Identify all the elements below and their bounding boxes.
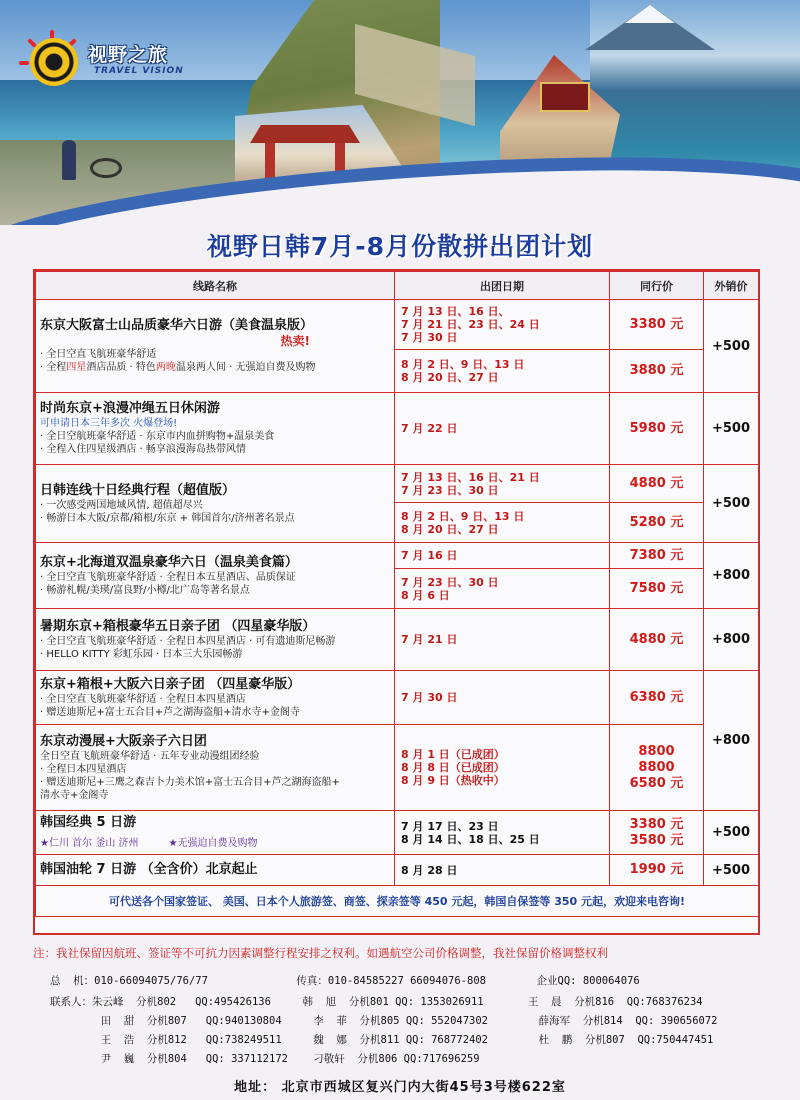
date-line: 8 月 20 日、27 日 [401, 371, 499, 384]
contact-line: 王 浩 分机812 QQ:738249511 魏 娜 分机811 QQ: 768772402 杜 鹏 分机807 QQ:750447451 [50, 1034, 714, 1046]
price-cell: 4880 元 [610, 465, 704, 503]
price-cell: 7580 元 [610, 569, 704, 609]
route-name: 东京+箱根+大阪六日亲子团 （四星豪华版） [40, 676, 301, 692]
route-note: 全日空直飞航班豪华舒适 · 五年专业动漫组团经验 [40, 750, 260, 762]
highlight-text: ★仁川 首尔 釜山 济州 [40, 838, 139, 849]
price-cell [610, 811, 704, 855]
route-name: 韩国经典 5 日游 [40, 815, 137, 830]
date-cell: 7 月 21 日 [395, 609, 610, 671]
date-line: 7 月 13 日、16 日、21 日 [401, 470, 540, 484]
date-cell: 7 月 30 日 [395, 671, 610, 725]
price-line: 6580 元 [629, 775, 684, 791]
date-line: 8 月 2 日、9 日、13 日 [401, 509, 525, 523]
route-name: 东京大阪富士山品质豪华六日游（美食温泉版） [40, 318, 314, 333]
table-row [36, 609, 759, 671]
visa-service-note: 可代送各个国家签证、 美国、日本个人旅游签、商签、探亲签等 450 元起，韩国自保签等 350 元起，欢迎来电咨询! [36, 886, 759, 917]
table-header-row [36, 272, 759, 300]
retail-cell: +800 [704, 671, 759, 811]
route-name: 东京动漫展+大阪亲子六日团 [40, 733, 207, 749]
table-row [36, 811, 759, 855]
route-note: · 全程入住四星级酒店 · 畅享浪漫海岛热带风情 [40, 444, 246, 455]
gate-roof [250, 125, 360, 143]
route-name: 韩国油轮 7 日游 （全含价）北京起止 [40, 862, 258, 877]
retail-cell: +500 [704, 811, 759, 855]
route-cell [36, 725, 395, 811]
route-cell [36, 855, 395, 886]
route-cell [36, 671, 395, 725]
contact-line: 联系人：朱云峰 分机802 QQ:495426136 韩 旭 分机801 QQ: 1353026911 王 晨 分机816 QQ:768376234 [50, 996, 703, 1008]
highlight-text: ★无强迫自费及购物 [168, 838, 258, 849]
header-retail-price: 外销价 [704, 272, 759, 300]
date-cell: 8 月 28 日 [395, 855, 610, 886]
price-cell: 7380 元 [610, 543, 704, 569]
price-cell: 4880 元 [610, 609, 704, 671]
contact-line-main: 总 机：010-66094075/76/77 传真：010-84585227 66094076-808 企业QQ: 800064076 [50, 975, 640, 987]
route-note [40, 361, 390, 374]
note-text: 酒店品质 · 特色 [86, 362, 156, 373]
contact-line: 尹 巍 分机804 QQ: 337112172 刁敬轩 分机806 QQ:717696259 [50, 1053, 480, 1065]
brand-name-en: TRAVEL VISION [94, 66, 184, 76]
bicycle [90, 158, 122, 178]
table-row [36, 671, 759, 725]
table-row [36, 393, 759, 465]
logo-ray [19, 61, 29, 65]
route-cell [36, 543, 395, 609]
price-cell [610, 725, 704, 811]
route-note: · HELLO KITTY 彩虹乐园 · 日本三大乐园畅游 [40, 648, 243, 660]
date-cell [395, 725, 610, 811]
route-note: 清水寺+金阁寺 [40, 789, 109, 801]
date-line: 8 月 20 日、27 日 [401, 522, 499, 536]
route-cell [36, 609, 395, 671]
route-note: · 全日空航班豪华舒适 · 东京市内血拼购物+温泉美食 [40, 431, 275, 442]
route-note: · 全日空直飞航班豪华舒适 · 全程日本四星酒店 · 可有遗迪斯尼畅游 [40, 635, 336, 647]
route-cell [36, 393, 395, 465]
date-cell [395, 350, 610, 393]
date-line: 8 月 6 日 [401, 588, 450, 602]
price-line: 8800 [638, 759, 675, 775]
retail-cell: +800 [704, 543, 759, 609]
page-title: 视野日韩7月-8月份散拼出团计划 [206, 232, 594, 261]
date-line: 7 月 13 日、16 日、 [401, 305, 510, 318]
retail-cell: +500 [704, 300, 759, 393]
route-highlight [40, 831, 390, 850]
price-cell: 5280 元 [610, 503, 704, 543]
price-line: 3380 元 [629, 816, 684, 832]
price-cell: 6380 元 [610, 671, 704, 725]
date-line: 7 月 23 日、30 日 [401, 483, 499, 497]
route-note: · 畅游日本大阪/京都/箱根/东京 + 韩国首尔/济州著名景点 [40, 512, 295, 524]
route-cell [36, 300, 395, 393]
header-dates: 出团日期 [395, 272, 610, 300]
retail-cell: +500 [704, 393, 759, 465]
price-cell: 3880 元 [610, 350, 704, 393]
note-highlight: 两晚 [155, 362, 176, 373]
date-line: 8 月 8 日（已成团） [401, 761, 505, 774]
route-cell [36, 465, 395, 543]
office-address: 地址： 北京市西城区复兴门内大街45号3号楼622室 [234, 1080, 566, 1095]
street-sign [540, 82, 590, 112]
price-line: 3580 元 [629, 832, 684, 848]
date-cell [395, 300, 610, 350]
table-row [36, 465, 759, 503]
price-line: 8800 [638, 743, 675, 759]
date-cell [395, 503, 610, 543]
date-cell [395, 569, 610, 609]
brand-name-cn: 视野之旅 [88, 44, 169, 66]
date-line: 8 月 1 日（已成团） [401, 748, 505, 761]
price-cell: 5980 元 [610, 393, 704, 465]
brand-logo [22, 30, 222, 90]
date-line: 8 月 2 日、9 日、13 日 [401, 358, 525, 371]
route-name: 暑期东京+箱根豪华五日亲子团 （四星豪华版） [40, 618, 316, 634]
hot-badge: 热卖! [280, 334, 310, 348]
route-highlight: 可申请日本三年多次 火爆登场! [40, 418, 178, 429]
retail-cell: +500 [704, 465, 759, 543]
date-line: 7 月 30 日 [401, 331, 458, 344]
route-note: · 赠送迪斯尼+三鹰之森吉卜力美术馆+富士五合目+芦之湖海盗船+ [40, 776, 340, 788]
date-line: 8 月 14 日、18 日、25 日 [401, 832, 540, 846]
note-text: · 全程 [40, 362, 67, 373]
tourist-figure [62, 140, 76, 180]
route-note: · 全日空直飞航班豪华舒适 [40, 349, 157, 360]
date-cell [395, 465, 610, 503]
route-note: · 畅游札幌/美瑛/富良野/小樽/北广岛等著名景点 [40, 584, 250, 596]
route-cell [36, 811, 395, 855]
retail-cell: +800 [704, 609, 759, 671]
header-route: 线路名称 [36, 272, 395, 300]
date-line: 7 月 17 日、23 日 [401, 819, 499, 833]
date-line: 7 月 21 日、23 日、24 日 [401, 318, 540, 331]
table-row [36, 855, 759, 886]
price-cell: 1990 元 [610, 855, 704, 886]
tour-schedule-table [33, 269, 760, 935]
route-note: · 全程日本四星酒店 [40, 763, 127, 775]
note-highlight: 四星 [66, 362, 87, 373]
route-name: 日韩连线十日经典行程（超值版） [40, 482, 236, 498]
table-footer-row [36, 886, 759, 917]
route-name: 东京+北海道双温泉豪华六日（温泉美食篇） [40, 554, 298, 570]
table-row [36, 300, 759, 350]
date-line: 8 月 9 日（热收中） [401, 774, 505, 787]
date-cell [395, 811, 610, 855]
route-name: 时尚东京+浪漫冲绳五日休闲游 [40, 401, 220, 416]
table-row [36, 543, 759, 569]
date-line: 7 月 23 日、30 日 [401, 575, 499, 589]
route-note: · 一次感受两国地域风情, 超值超尽兴 [40, 499, 203, 511]
retail-cell: +500 [704, 855, 759, 886]
eye-logo-icon [30, 38, 78, 86]
note-text: 温泉两人间 · 无强迫自费及购物 [175, 362, 316, 373]
disclaimer: 注：我社保留因航班、签证等不可抗力因素调整行程安排之权利。如遇航空公司价格调整，我社保留价格调整权利 [33, 946, 608, 960]
date-cell: 7 月 16 日 [395, 543, 610, 569]
table-row [36, 725, 759, 811]
date-cell: 7 月 22 日 [395, 393, 610, 465]
header-collage [0, 0, 800, 225]
route-note: · 全日空直飞航班豪华舒适 · 全程日本四星酒店 [40, 693, 246, 705]
header-trade-price: 同行价 [610, 272, 704, 300]
price-cell: 3380 元 [610, 300, 704, 350]
contact-line: 田 甜 分机807 QQ:940130804 李 菲 分机805 QQ: 552047302 薛海军 分机814 QQ: 390656072 [50, 1015, 718, 1027]
route-note: · 赠送迪斯尼+富士五合目+芦之湖海盗船+清水寺+金阁寺 [40, 706, 300, 718]
route-note: · 全日空直飞航班豪华舒适 · 全程日本五星酒店、品质保证 [40, 571, 296, 583]
